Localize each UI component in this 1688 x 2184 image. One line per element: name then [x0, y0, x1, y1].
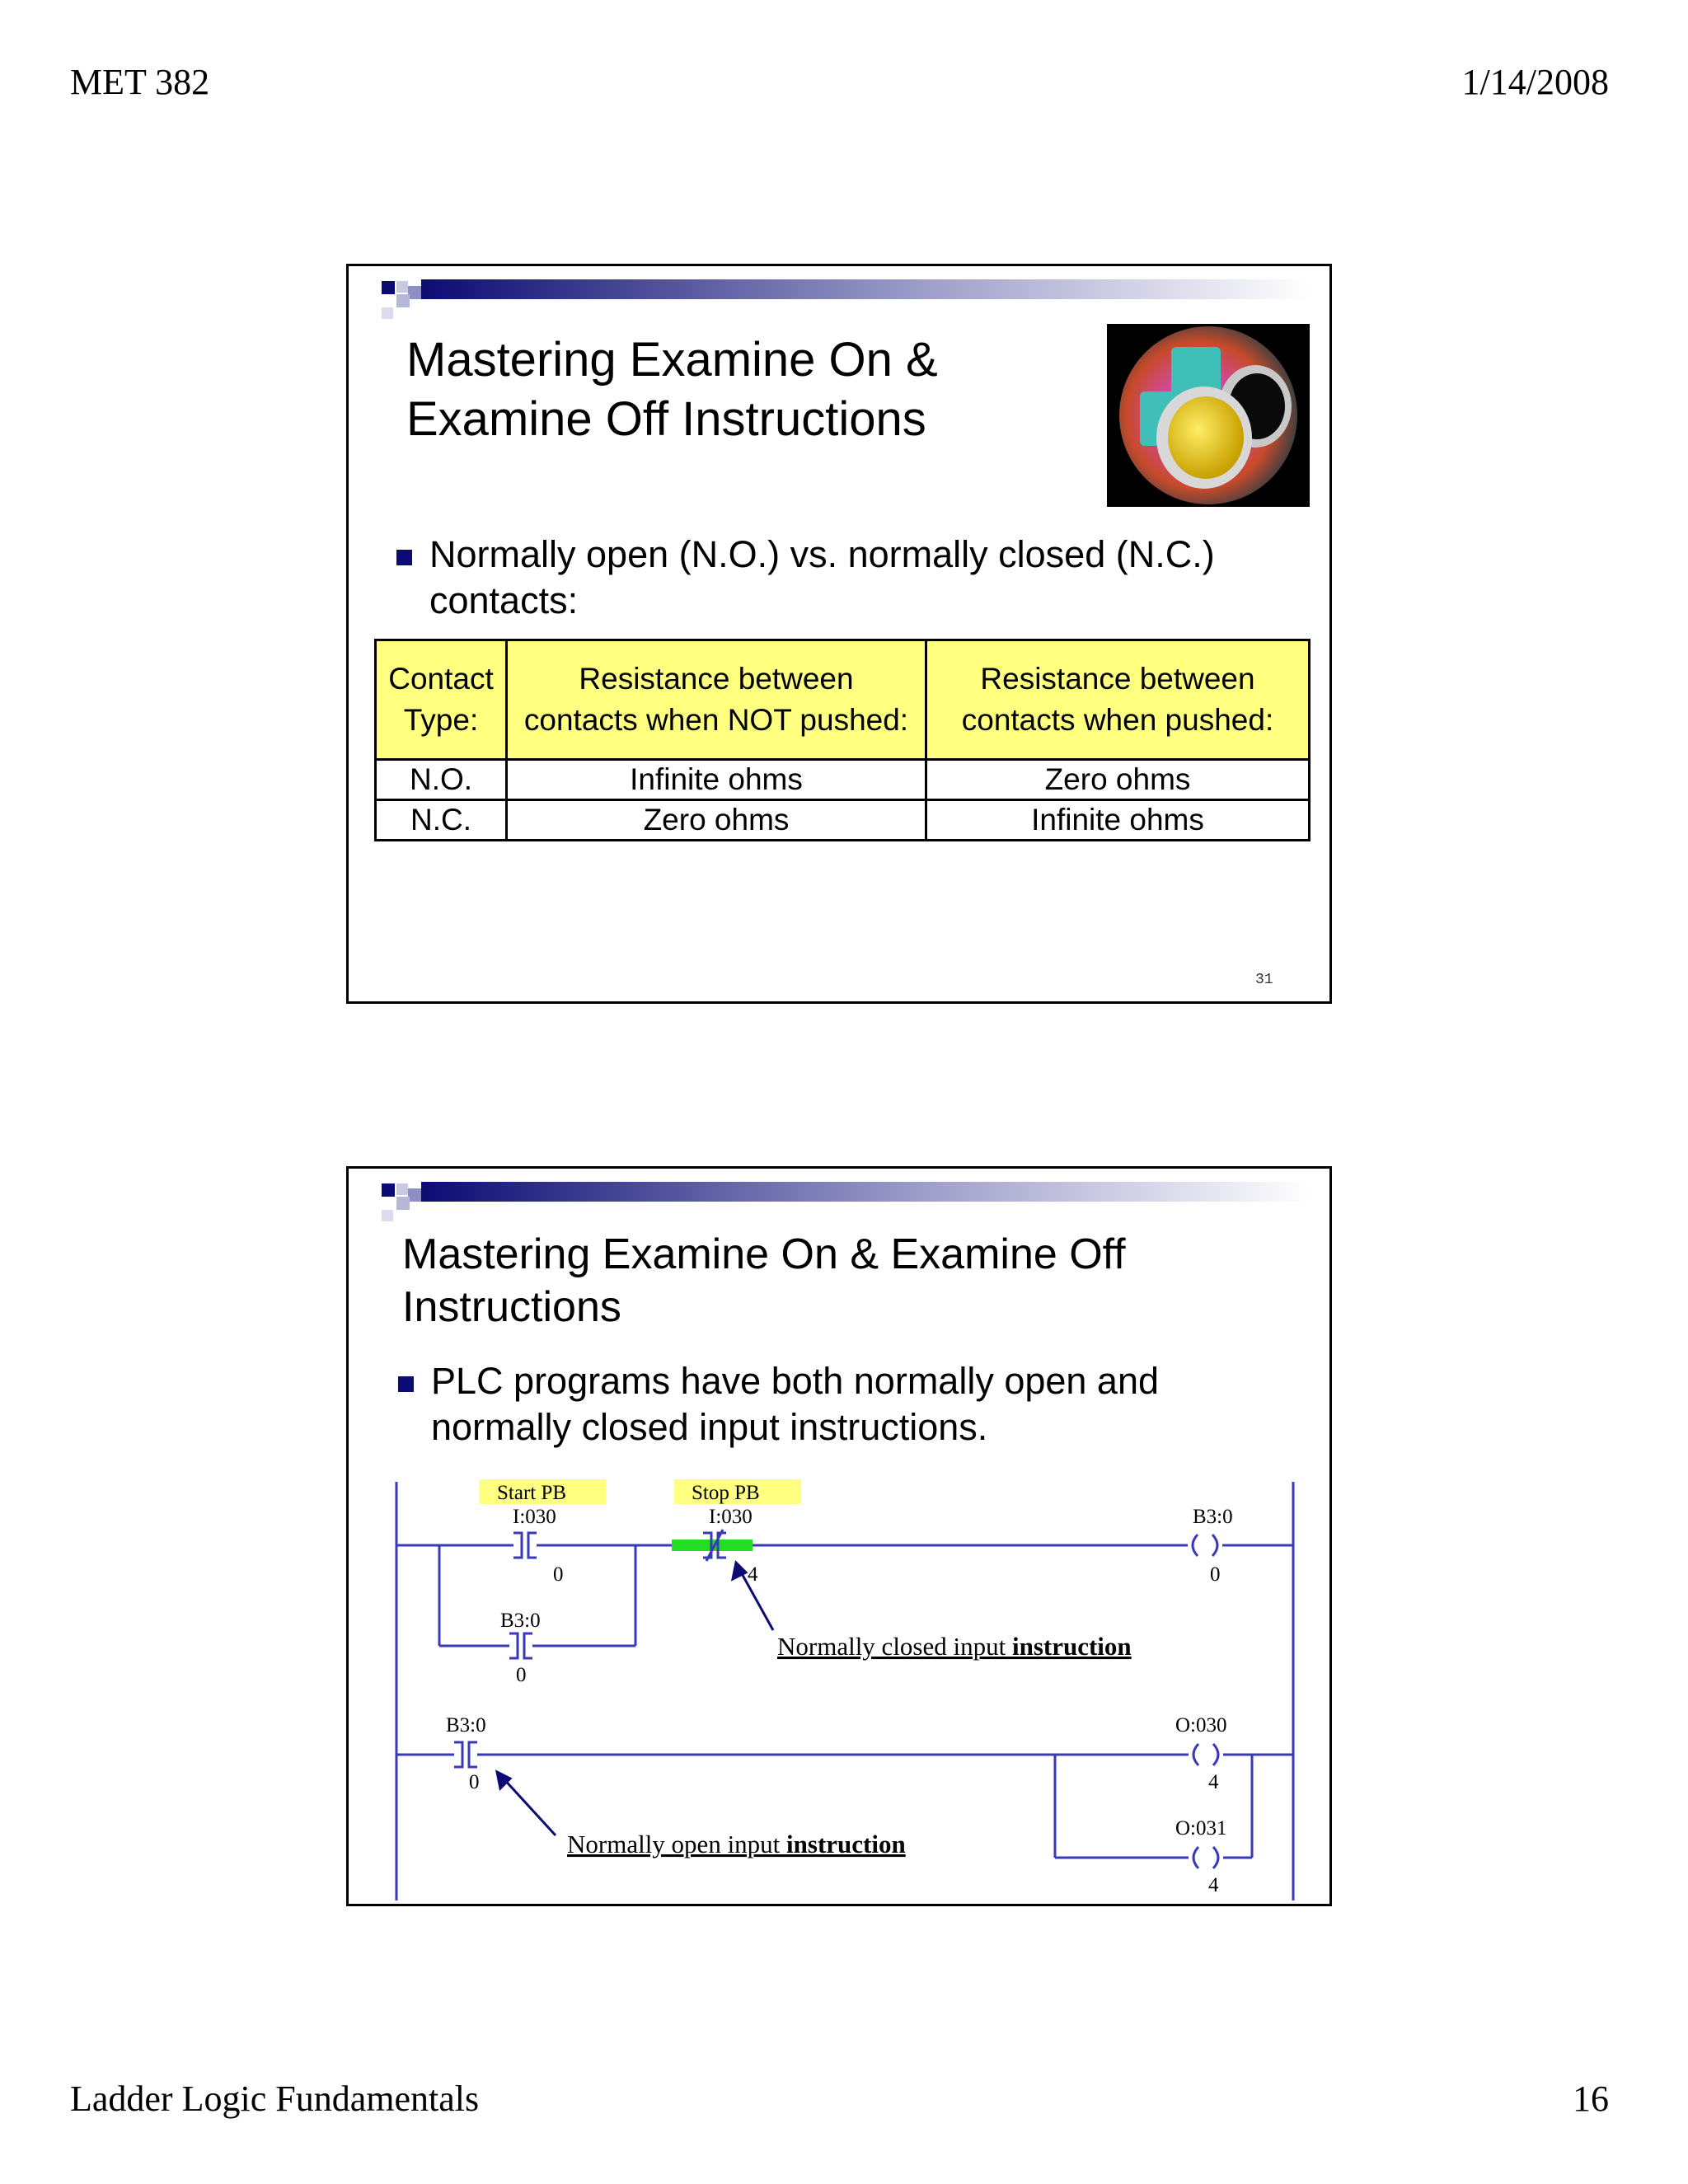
slide2-title-line1: Mastering Examine On & Examine Off — [402, 1230, 1126, 1278]
resistance-table — [374, 639, 1311, 841]
o030-output-coil-icon — [1193, 1744, 1218, 1765]
slide1-bullet-line2: contacts: — [429, 579, 579, 621]
push-buttons-photo — [1107, 324, 1310, 507]
no-callout-text: Normally open input instruction — [567, 1830, 906, 1858]
table-cell: Zero ohms — [507, 800, 926, 841]
table-cell: Infinite ohms — [926, 800, 1310, 841]
nc-callout-text: Normally closed input instruction — [777, 1632, 1132, 1661]
start-pb-bit: 0 — [553, 1563, 564, 1586]
stop-pb-label: Stop PB — [692, 1482, 760, 1504]
table-row — [376, 800, 1310, 841]
no-callout-arrow — [502, 1777, 556, 1835]
header-pushed-line1: Resistance between — [980, 662, 1255, 696]
table-cell: Zero ohms — [926, 760, 1310, 800]
slide1-number: 31 — [1255, 972, 1273, 988]
page-header-course: MET 382 — [70, 62, 210, 102]
table-cell: N.C. — [376, 800, 507, 841]
b3-output-coil-icon — [1193, 1535, 1217, 1556]
coil-o030-bit: 4 — [1208, 1771, 1219, 1793]
rung2-contact-address: B3:0 — [446, 1714, 486, 1736]
slide1-title-line2: Examine Off Instructions — [406, 392, 926, 446]
slide2-bullet-line2: normally closed input instructions. — [431, 1406, 988, 1448]
table-row — [376, 760, 1310, 800]
b3-examine-on-contact-icon — [454, 1742, 477, 1767]
o031-output-coil-icon — [1193, 1847, 1218, 1868]
slide1-bullet-square-icon — [396, 550, 412, 565]
table-header-cell — [376, 640, 507, 760]
slide1-title-line1: Mastering Examine On & — [406, 333, 938, 387]
branch-b3-address: B3:0 — [500, 1610, 541, 1632]
table-header-cell — [926, 640, 1310, 760]
start-pb-label: Start PB — [497, 1482, 567, 1504]
slide1-bullet-line1: Normally open (N.O.) vs. normally closed (N.C.) — [429, 533, 1215, 575]
table-cell: Infinite ohms — [507, 760, 926, 800]
slide2-title-line2: Instructions — [402, 1283, 621, 1331]
coil-o031-bit: 4 — [1208, 1874, 1219, 1896]
branch-b3-bit: 0 — [516, 1664, 527, 1686]
stop-pb-bit: 4 — [748, 1563, 758, 1586]
table-header-cell — [507, 640, 926, 760]
stop-pb-address: I:030 — [709, 1506, 753, 1528]
slide-1 — [346, 264, 1332, 1004]
coil-o030-address: O:030 — [1175, 1714, 1227, 1736]
page-footer-number: 16 — [1573, 2079, 1609, 2119]
rung2-contact-bit: 0 — [469, 1771, 480, 1793]
stop-pb-contact-icon — [635, 1530, 753, 1561]
slide2-bullet-line1: PLC programs have both normally open and — [431, 1360, 1160, 1402]
branch-b3-contact-icon — [509, 1633, 532, 1658]
coil-b3-address: B3:0 — [1193, 1506, 1233, 1528]
coil-o031-address: O:031 — [1175, 1817, 1227, 1840]
header-notpushed-line1: Resistance between — [579, 662, 854, 696]
page-header-date: 1/14/2008 — [1461, 62, 1609, 102]
start-pb-address: I:030 — [513, 1506, 556, 1528]
header-notpushed-line2: contacts when NOT pushed: — [523, 703, 909, 737]
page-footer-title: Ladder Logic Fundamentals — [70, 2079, 480, 2119]
slide-2 — [346, 1166, 1332, 1906]
header-contact-line2: Type: — [403, 703, 479, 737]
table-header-row — [376, 640, 1310, 760]
ladder-diagram — [349, 1169, 1334, 1909]
header-contact-line1: Contact — [388, 662, 494, 696]
table-cell: N.O. — [376, 760, 507, 800]
header-pushed-line2: contacts when pushed: — [961, 703, 1274, 737]
coil-b3-bit: 0 — [1210, 1563, 1221, 1586]
start-pb-contact-icon — [513, 1533, 537, 1558]
